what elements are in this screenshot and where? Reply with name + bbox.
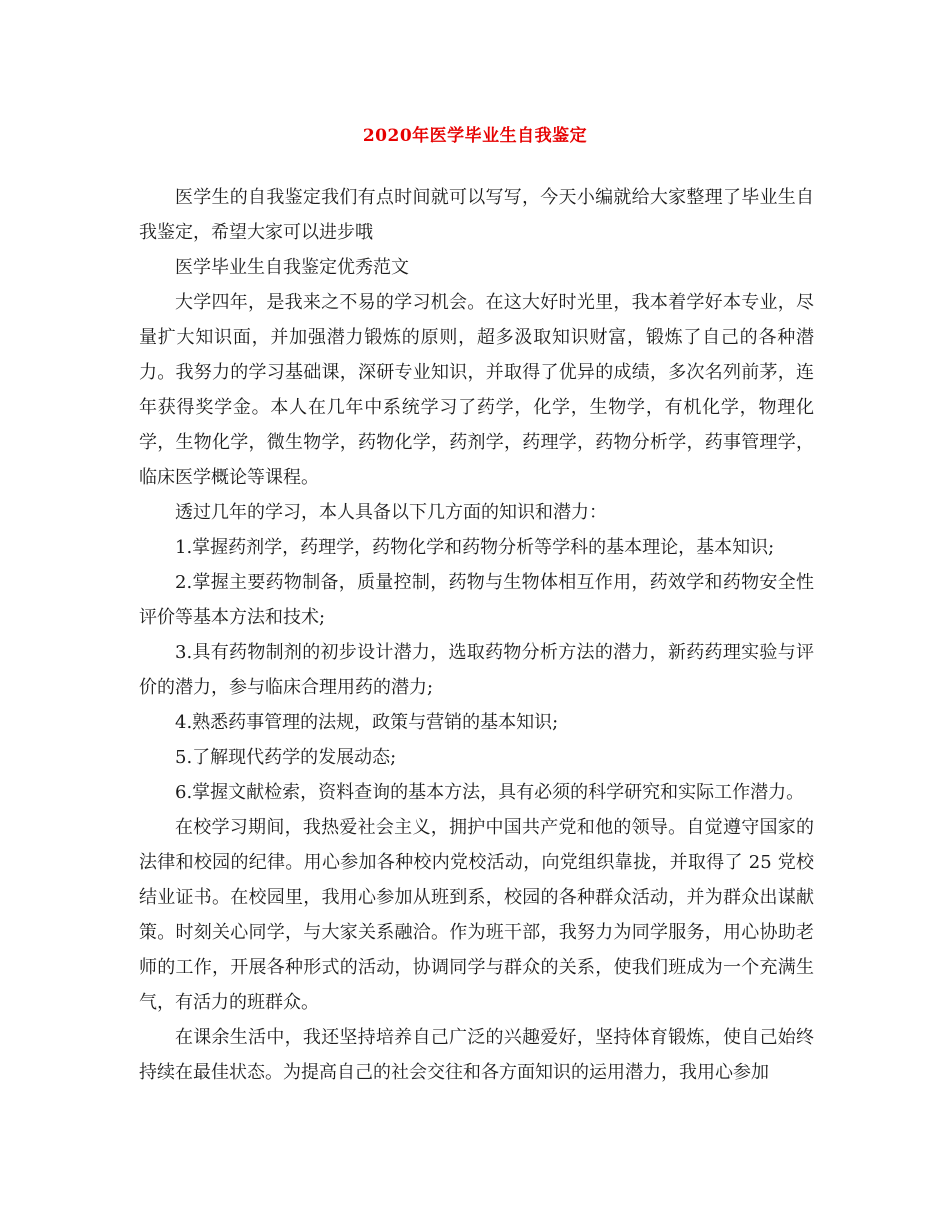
paragraph: 在课余生活中，我还坚持培养自己广泛的兴趣爱好，坚持体育锻炼，使自己始终持续在最佳状态。为提高自己的社会交往和各方面知识的运用潜力，我用心参加 <box>139 1027 814 1083</box>
paragraph: 医学生的自我鉴定我们有点时间就可以写写，今天小编就给大家整理了毕业生自我鉴定，希望大家可以进步哦 <box>139 187 814 243</box>
paragraph: 透过几年的学习，本人具备以下几方面的知识和潜力： <box>175 502 607 523</box>
document-body <box>139 180 814 1090</box>
list-item: 6.掌握文献检索，资料查询的基本方法，具有必须的科学研究和实际工作潜力。 <box>175 782 805 803</box>
list-item: 4.熟悉药事管理的法规，政策与营销的基本知识; <box>175 712 559 733</box>
list-item: 3.具有药物制剂的初步设计潜力，选取药物分析方法的潜力，新药药理实验与评价的潜力，参与临床合理用药的潜力; <box>139 642 814 698</box>
list-item: 2.掌握主要药物制备，质量控制，药物与生物体相互作用，药效学和药物安全性评价等基本方法和技术; <box>139 572 814 628</box>
paragraph: 在校学习期间，我热爱社会主义，拥护中国共产党和他的领导。自觉遵守国家的法律和校园的纪律。用心参加各种校内党校活动，向党组织靠拢，并取得了 25 党校结业证书。在校园里，我用心参加从班到系，校园的各种群众活动，并为群众出谋献策。时刻关心同学，与大家关系融洽。作为班干部，我努力为同学服务，用心协助老师的工作，开展各种形式的活动，协调同学与群众的关系，使我们班成为一个充满生气，有活力的班群众。 <box>139 817 814 1013</box>
list-item: 1.掌握药剂学，药理学，药物化学和药物分析等学科的基本理论，基本知识; <box>175 537 775 558</box>
list-item: 5.了解现代药学的发展动态; <box>175 747 397 768</box>
paragraph: 医学毕业生自我鉴定优秀范文 <box>175 257 409 278</box>
document-title: 2020年医学毕业生自我鉴定 <box>362 126 588 146</box>
paragraph: 大学四年，是我来之不易的学习机会。在这大好时光里，我本着学好本专业，尽量扩大知识面，并加强潜力锻炼的原则，超多汲取知识财富，锻炼了自己的各种潜力。我努力的学习基础课，深研专业知识，并取得了优异的成绩，多次名列前茅，连年获得奖学金。本人在几年中系统学习了药学，化学，生物学，有机化学，物理化学，生物化学，微生物学，药物化学，药剂学，药理学，药物分析学，药事管理学，临床医学概论等课程。 <box>139 292 814 488</box>
